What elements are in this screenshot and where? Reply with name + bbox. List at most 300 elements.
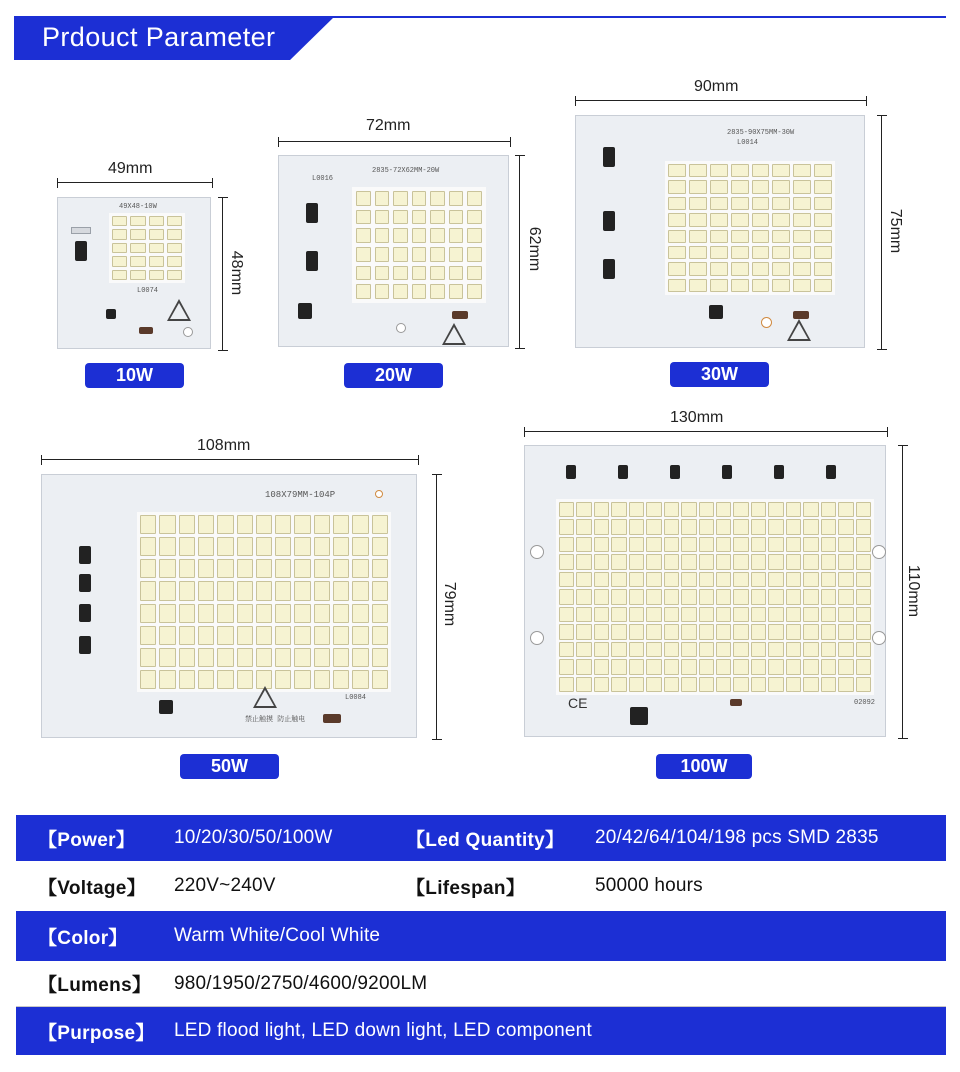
- led-chip: [731, 197, 749, 210]
- led-chip: [112, 243, 127, 253]
- dimension-label-width-10w: 49mm: [108, 160, 153, 177]
- mounting-hole: [183, 327, 193, 337]
- led-chip: [856, 607, 871, 622]
- led-chip: [856, 659, 871, 674]
- led-chip: [786, 502, 801, 517]
- led-chip: [198, 670, 214, 689]
- led-chip: [768, 677, 783, 692]
- led-chip: [752, 262, 770, 275]
- led-array: [137, 512, 391, 692]
- high-voltage-warning-icon: [253, 686, 277, 708]
- led-chip: [731, 246, 749, 259]
- led-chip: [237, 626, 253, 645]
- led-chip: [576, 642, 591, 657]
- led-chip: [559, 624, 574, 639]
- led-chip: [140, 559, 156, 578]
- led-chip: [793, 262, 811, 275]
- led-chip: [294, 581, 310, 600]
- led-chip: [821, 677, 836, 692]
- spec-row-voltage: [16, 861, 946, 911]
- led-chip: [710, 180, 728, 193]
- led-chip: [140, 515, 156, 534]
- led-chip: [689, 197, 707, 210]
- led-chip: [821, 537, 836, 552]
- led-chip: [699, 624, 714, 639]
- led-chip: [352, 648, 368, 667]
- led-chip: [333, 515, 349, 534]
- led-chip: [681, 659, 696, 674]
- led-chip: [237, 604, 253, 623]
- led-chip: [275, 559, 291, 578]
- spec-value-purpose: LED flood light, LED down light, LED component: [174, 1020, 592, 1041]
- led-chip: [689, 246, 707, 259]
- driver-ic: [79, 546, 91, 564]
- led-chip: [294, 559, 310, 578]
- spec-value-voltage: 220V~240V: [174, 875, 276, 896]
- high-voltage-warning-icon: [442, 323, 466, 345]
- led-chip: [449, 284, 464, 299]
- driver-ic: [603, 259, 615, 279]
- led-chip: [681, 589, 696, 604]
- led-chip: [752, 197, 770, 210]
- silkscreen-model: 108X79MM-104P: [265, 490, 336, 500]
- led-chip: [772, 197, 790, 210]
- led-chip: [112, 216, 127, 226]
- spec-label-lifespan: 【Lifespan】: [406, 877, 526, 899]
- led-chip: [594, 537, 609, 552]
- led-chip: [838, 519, 853, 534]
- led-chip: [751, 572, 766, 587]
- led-chip: [314, 515, 330, 534]
- led-chip: [689, 279, 707, 292]
- spec-row-lumens: [16, 961, 946, 1006]
- led-chip: [149, 229, 164, 239]
- led-chip: [294, 515, 310, 534]
- led-chip: [179, 670, 195, 689]
- led-chip: [449, 247, 464, 262]
- led-chip: [140, 626, 156, 645]
- led-chip: [333, 648, 349, 667]
- led-chip: [699, 572, 714, 587]
- driver-ic: [75, 241, 87, 261]
- led-chip: [664, 502, 679, 517]
- led-chip: [467, 284, 482, 299]
- led-chip: [681, 554, 696, 569]
- led-chip: [112, 256, 127, 266]
- led-chip: [768, 624, 783, 639]
- led-chip: [752, 180, 770, 193]
- led-chip: [412, 228, 427, 243]
- led-chip: [112, 270, 127, 280]
- led-chip: [179, 626, 195, 645]
- silkscreen-code: L0014: [737, 139, 759, 147]
- led-chip: [629, 677, 644, 692]
- led-chip: [751, 659, 766, 674]
- rectifier-ic: [630, 707, 648, 725]
- led-chip: [856, 589, 871, 604]
- led-chip: [803, 677, 818, 692]
- led-chip: [751, 677, 766, 692]
- mounting-hole: [530, 631, 544, 645]
- led-chip: [198, 515, 214, 534]
- led-chip: [198, 537, 214, 556]
- led-board-20w: [278, 155, 509, 347]
- led-chip: [611, 677, 626, 692]
- driver-ic: [566, 465, 576, 479]
- spec-value-led-quantity: 20/42/64/104/198 pcs SMD 2835: [595, 827, 879, 848]
- silkscreen-code: L0084: [345, 694, 367, 702]
- led-chip: [576, 659, 591, 674]
- led-chip: [664, 572, 679, 587]
- led-chip: [733, 589, 748, 604]
- led-chip: [733, 537, 748, 552]
- led-chip: [668, 279, 686, 292]
- led-chip: [751, 589, 766, 604]
- led-chip: [689, 180, 707, 193]
- led-board-10w: [57, 197, 211, 349]
- led-chip: [275, 537, 291, 556]
- led-chip: [821, 519, 836, 534]
- led-chip: [772, 164, 790, 177]
- led-chip: [375, 266, 390, 281]
- led-chip: [167, 229, 182, 239]
- led-chip: [112, 229, 127, 239]
- led-chip: [467, 266, 482, 281]
- rectifier-ic: [298, 303, 312, 319]
- led-chip: [237, 537, 253, 556]
- led-chip: [772, 279, 790, 292]
- mounting-hole: [375, 490, 383, 498]
- led-chip: [699, 607, 714, 622]
- led-chip: [430, 284, 445, 299]
- rectifier-ic: [159, 700, 173, 714]
- driver-ic: [618, 465, 628, 479]
- ce-mark: CE: [568, 695, 588, 711]
- led-chip: [710, 164, 728, 177]
- led-chip: [412, 284, 427, 299]
- led-chip: [664, 589, 679, 604]
- mounting-hole: [872, 631, 886, 645]
- led-chip: [372, 670, 388, 689]
- led-chip: [751, 624, 766, 639]
- input-pad: [793, 311, 809, 319]
- led-chip: [217, 559, 233, 578]
- led-chip: [149, 256, 164, 266]
- led-chip: [716, 607, 731, 622]
- led-chip: [731, 213, 749, 226]
- led-chip: [559, 642, 574, 657]
- led-chip: [611, 659, 626, 674]
- led-chip: [140, 648, 156, 667]
- led-chip: [294, 648, 310, 667]
- led-board-30w: [575, 115, 865, 348]
- led-chip: [803, 519, 818, 534]
- led-chip: [838, 589, 853, 604]
- led-chip: [179, 648, 195, 667]
- led-chip: [356, 266, 371, 281]
- led-chip: [314, 537, 330, 556]
- led-chip: [838, 502, 853, 517]
- led-chip: [668, 230, 686, 243]
- led-chip: [838, 642, 853, 657]
- led-chip: [275, 626, 291, 645]
- led-chip: [179, 581, 195, 600]
- spec-label-purpose: 【Purpose】: [38, 1022, 155, 1044]
- led-chip: [217, 581, 233, 600]
- led-chip: [294, 670, 310, 689]
- led-chip: [629, 519, 644, 534]
- led-chip: [149, 243, 164, 253]
- page-title: Prdouct Parameter: [42, 22, 276, 52]
- led-chip: [821, 607, 836, 622]
- led-chip: [733, 624, 748, 639]
- led-chip: [731, 279, 749, 292]
- led-chip: [372, 559, 388, 578]
- led-chip: [856, 537, 871, 552]
- led-chip: [803, 642, 818, 657]
- spec-label-color: 【Color】: [38, 927, 128, 949]
- led-chip: [356, 247, 371, 262]
- led-chip: [333, 581, 349, 600]
- led-chip: [559, 519, 574, 534]
- led-chip: [130, 229, 145, 239]
- led-chip: [751, 502, 766, 517]
- input-pad: [452, 311, 468, 319]
- dimension-label-width-50w: 108mm: [197, 437, 251, 454]
- led-chip: [716, 572, 731, 587]
- led-chip: [646, 607, 661, 622]
- led-chip: [838, 624, 853, 639]
- led-chip: [237, 648, 253, 667]
- led-chip: [294, 604, 310, 623]
- input-pad: [323, 714, 341, 723]
- led-chip: [814, 213, 832, 226]
- led-chip: [275, 581, 291, 600]
- led-chip: [664, 642, 679, 657]
- led-board-50w: [41, 474, 417, 738]
- led-chip: [646, 624, 661, 639]
- dimension-line-width-10w: [57, 178, 213, 188]
- led-chip: [559, 537, 574, 552]
- led-chip: [611, 554, 626, 569]
- led-chip: [814, 279, 832, 292]
- led-board-100w: [524, 445, 886, 737]
- led-chip: [768, 537, 783, 552]
- driver-ic: [306, 251, 318, 271]
- led-chip: [256, 648, 272, 667]
- led-chip: [576, 607, 591, 622]
- led-chip: [356, 191, 371, 206]
- led-chip: [664, 659, 679, 674]
- led-chip: [668, 213, 686, 226]
- led-chip: [733, 519, 748, 534]
- spec-label-led-quantity: 【Led Quantity】: [406, 829, 565, 851]
- led-chip: [375, 191, 390, 206]
- mounting-hole: [530, 545, 544, 559]
- led-chip: [167, 270, 182, 280]
- led-chip: [467, 191, 482, 206]
- led-chip: [393, 247, 408, 262]
- led-chip: [733, 659, 748, 674]
- led-chip: [716, 502, 731, 517]
- led-chip: [217, 626, 233, 645]
- led-chip: [611, 572, 626, 587]
- led-chip: [559, 502, 574, 517]
- led-chip: [167, 256, 182, 266]
- led-chip: [814, 246, 832, 259]
- led-chip: [786, 537, 801, 552]
- dimension-line-height-20w: [515, 155, 525, 349]
- led-chip: [393, 266, 408, 281]
- led-chip: [772, 230, 790, 243]
- led-chip: [646, 589, 661, 604]
- led-chip: [576, 502, 591, 517]
- led-chip: [803, 537, 818, 552]
- led-chip: [768, 642, 783, 657]
- led-chip: [576, 572, 591, 587]
- mounting-hole: [761, 317, 772, 328]
- led-chip: [594, 589, 609, 604]
- dimension-label-width-20w: 72mm: [366, 117, 411, 134]
- led-chip: [372, 648, 388, 667]
- led-chip: [646, 502, 661, 517]
- led-chip: [372, 537, 388, 556]
- led-chip: [237, 559, 253, 578]
- led-chip: [314, 604, 330, 623]
- led-chip: [159, 515, 175, 534]
- led-chip: [167, 216, 182, 226]
- led-chip: [294, 626, 310, 645]
- led-chip: [594, 659, 609, 674]
- driver-ic: [670, 465, 680, 479]
- led-chip: [333, 604, 349, 623]
- led-chip: [856, 519, 871, 534]
- led-chip: [668, 164, 686, 177]
- power-badge-50w: 50W: [180, 754, 279, 779]
- led-chip: [372, 626, 388, 645]
- led-chip: [668, 262, 686, 275]
- led-chip: [821, 659, 836, 674]
- led-chip: [664, 519, 679, 534]
- led-chip: [646, 554, 661, 569]
- led-chip: [237, 581, 253, 600]
- led-chip: [786, 554, 801, 569]
- dimension-line-width-100w: [524, 427, 888, 437]
- led-chip: [179, 559, 195, 578]
- led-chip: [372, 604, 388, 623]
- led-chip: [130, 216, 145, 226]
- led-chip: [838, 554, 853, 569]
- high-voltage-warning-icon: [787, 319, 811, 341]
- led-chip: [699, 554, 714, 569]
- led-chip: [803, 659, 818, 674]
- led-chip: [393, 191, 408, 206]
- led-chip: [611, 589, 626, 604]
- led-chip: [275, 604, 291, 623]
- led-chip: [681, 502, 696, 517]
- led-chip: [768, 519, 783, 534]
- led-chip: [594, 502, 609, 517]
- led-chip: [629, 607, 644, 622]
- led-chip: [611, 537, 626, 552]
- led-chip: [689, 230, 707, 243]
- led-chip: [372, 515, 388, 534]
- led-chip: [716, 554, 731, 569]
- spec-label-voltage: 【Voltage】: [38, 877, 146, 899]
- led-chip: [159, 604, 175, 623]
- led-array: [352, 187, 486, 303]
- led-chip: [294, 537, 310, 556]
- led-chip: [681, 677, 696, 692]
- spec-label-lumens: 【Lumens】: [38, 975, 152, 996]
- led-chip: [256, 515, 272, 534]
- silkscreen-model: 2835-90X75MM-30W: [727, 129, 795, 137]
- led-chip: [576, 624, 591, 639]
- led-chip: [856, 502, 871, 517]
- led-chip: [430, 191, 445, 206]
- led-chip: [699, 677, 714, 692]
- led-chip: [594, 677, 609, 692]
- led-chip: [689, 262, 707, 275]
- led-chip: [393, 210, 408, 225]
- led-chip: [668, 197, 686, 210]
- silkscreen-code: 02092: [854, 699, 876, 707]
- led-chip: [611, 607, 626, 622]
- led-chip: [752, 279, 770, 292]
- led-chip: [664, 554, 679, 569]
- dimension-label-height-10w: 48mm: [228, 250, 246, 296]
- led-chip: [430, 228, 445, 243]
- led-chip: [751, 519, 766, 534]
- dimension-label-height-30w: 75mm: [887, 208, 905, 254]
- led-chip: [393, 228, 408, 243]
- rectifier-ic: [709, 305, 723, 319]
- led-chip: [814, 230, 832, 243]
- led-chip: [333, 559, 349, 578]
- led-chip: [793, 279, 811, 292]
- dimension-line-width-50w: [41, 455, 419, 465]
- led-chip: [710, 262, 728, 275]
- led-chip: [356, 228, 371, 243]
- silkscreen-model: 2835-72X62MM-20W: [372, 167, 440, 175]
- led-chip: [681, 642, 696, 657]
- led-chip: [751, 642, 766, 657]
- led-chip: [140, 604, 156, 623]
- led-chip: [356, 284, 371, 299]
- led-chip: [198, 604, 214, 623]
- led-chip: [733, 677, 748, 692]
- led-chip: [333, 626, 349, 645]
- dimension-line-width-20w: [278, 137, 511, 147]
- led-chip: [803, 624, 818, 639]
- led-chip: [786, 624, 801, 639]
- led-chip: [803, 589, 818, 604]
- led-chip: [814, 262, 832, 275]
- led-chip: [576, 537, 591, 552]
- led-chip: [217, 670, 233, 689]
- led-chip: [159, 537, 175, 556]
- led-chip: [352, 581, 368, 600]
- driver-ic: [722, 465, 732, 479]
- led-chip: [772, 262, 790, 275]
- led-chip: [768, 572, 783, 587]
- led-chip: [611, 624, 626, 639]
- led-chip: [821, 554, 836, 569]
- led-chip: [314, 670, 330, 689]
- led-chip: [198, 559, 214, 578]
- led-chip: [314, 581, 330, 600]
- led-chip: [856, 642, 871, 657]
